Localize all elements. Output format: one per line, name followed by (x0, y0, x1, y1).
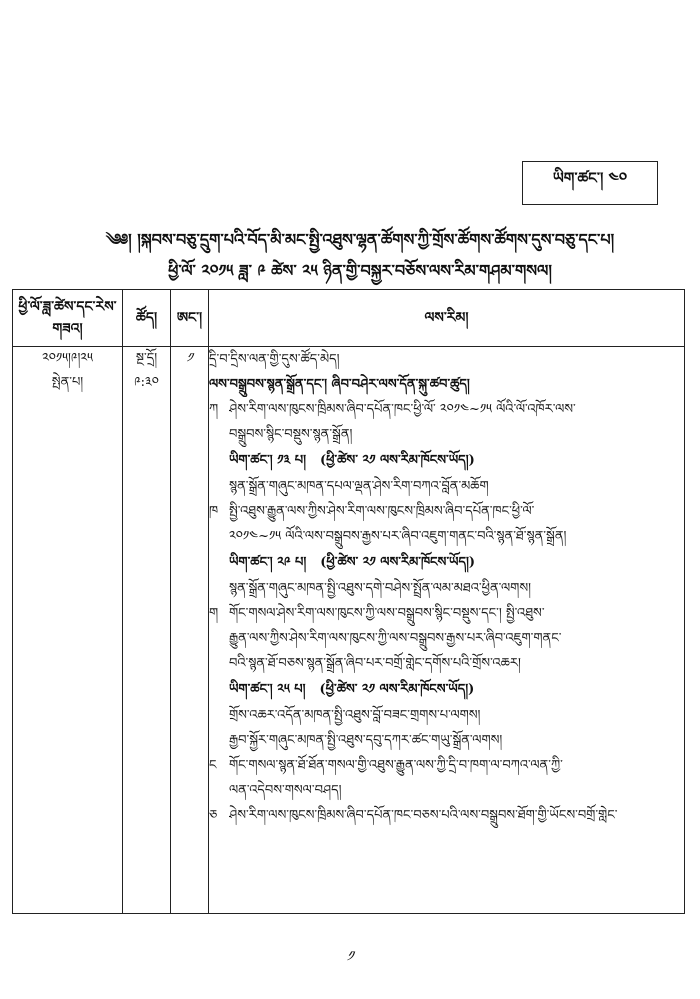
item-marker: ཅ (209, 808, 218, 823)
item-reference-note: (ཕྱི་ཚེས་ ༢༡ ལས་རིམ་ཁོངས་ཡོད།) (320, 555, 476, 570)
table-row (13, 347, 685, 914)
document-reference-number: ཡིག་ཚང་། ༤༠ (552, 169, 628, 187)
item-marker: ཁ (209, 504, 219, 519)
item-presenter-line: རྒྱབ་སྐྱོར་གཞུང་མཁན་སྤྱི་འཐུས་དབུ་དཀར་ཚང་གཡུ་སྒྲོན་ལགས། (229, 733, 503, 748)
item-text-line: གོང་གསལ་སྙན་ཐོ་ཐོན་གསལ་གྱི་འཐུས་རྒྱུན་ལས་ཀྱི་དྲི་བ་ཁག་ལ་བཀའ་ལན་ཀྱི་ (229, 758, 563, 773)
list-item (209, 499, 684, 601)
item-marker: ག (209, 606, 219, 621)
row-section-title: ལས་བསྒྲུབས་སྙན་སྒྲོན་དང་། ཞིབ་བཤེར་ལས་དོན་སྐུ་ཚབ་ཚུད། (209, 377, 470, 392)
item-text-line: བའི་སྙན་ཐོ་བཅས་སྙན་སྒྲོན་ཞིབ་པར་བགྲོ་གླེང་དགོས་པའི་གྲོས་འཆར། (229, 656, 521, 671)
item-text-line: བསྒྲུབས་སྙིང་བསྡུས་སྙན་སྒྲོན། (229, 427, 353, 442)
row-content-cell (209, 347, 685, 914)
item-presenter-line: སྙན་སྒྲོན་གཞུང་མཁན་སྤྱི་འཐུས་དགེ་བཤེས་སྤྲོན་ལམ་མཐའ་ཕྱིན་ལགས། (229, 581, 531, 596)
item-reference-note: (ཕྱི་ཚེས་ ༢༡ ལས་རིམ་ཁོངས་ཡོད།) (319, 453, 475, 468)
header-date: ཕྱི་ལོ་ཟླ་ཚེས་དང་རེས་གཟའ། (13, 290, 123, 347)
item-reference (209, 447, 684, 474)
item-text-line: ༢༠༡༤~༡༥ ལོའི་ལས་བསྒྲུབས་རྒྱས་པར་ཞིབ་འཇུག་གནང་བའི་སྙན་ཐོ་སྙན་སྒྲོན། (229, 529, 567, 544)
document-title: ༄༅། །སྐབས་བཅུ་དྲུག་པའི་བོད་མི་མང་སྤྱི་འཐུས་ལྷན་ཚོགས་ཀྱི་གྲོས་ཚོགས་ཚོགས་དུས་བཅུ་དང་པ། (105, 230, 615, 249)
document-subtitle: ཕྱི་ལོ་ ༢༠༡༥ ཟླ་ ༩ ཚེས་ ༢༥ ཉིན་གྱི་བསྐྱར་བཅོས་ལས་རིམ་གཤམ་གསལ། (168, 261, 552, 280)
row-time-label: སྔ་དྲོ། (135, 351, 158, 366)
agenda-items (209, 397, 684, 828)
item-text-line: རྒྱུན་ལས་ཀྱིས་ཤེས་རིག་ལས་ཁུངས་ཀྱི་ལས་བསྒྲུབས་རྒྱས་པར་ཞིབ་འཇུག་གནང་ (229, 631, 562, 646)
list-item (209, 803, 684, 828)
agenda-table (12, 289, 685, 914)
header-number: ཨང་། (171, 290, 209, 347)
list-item (209, 397, 684, 499)
item-reference-label: ཡིག་ཚང་། ༢༩ པ། (229, 555, 307, 570)
item-reference (209, 549, 684, 576)
row-number: ༡ (186, 351, 193, 366)
item-marker: ང (209, 758, 217, 773)
item-marker: ཀ (209, 402, 219, 417)
item-text-line: ཤེས་རིག་ལས་ཁུངས་ཁྲིམས་ཞིབ་དཔོན་ཁང་བཅས་པའི་ལས་བསྒྲུབས་ཐོག་གྱི་ཡོངས་བགྲོ་གླེང་ (229, 808, 618, 823)
list-item (209, 753, 684, 803)
agenda-table-header-row (13, 290, 685, 347)
header-content: ལས་རིམ། (209, 290, 685, 347)
item-text-line: སྤྱི་འཐུས་རྒྱུན་ལས་ཀྱིས་ཤེས་རིག་ལས་ཁུངས་ཁྲིམས་ཞིབ་དཔོན་ཁང་ཕྱི་ལོ་ (229, 504, 535, 519)
item-text-line: གོང་གསལ་ཤེས་རིག་ལས་ཁུངས་ཀྱི་ལས་བསྒྲུབས་སྙིང་བསྡུས་དང་། སྤྱི་འཐུས་ (229, 606, 545, 621)
row-time-value: ༩:༣༠ (134, 375, 159, 390)
row-number-cell (171, 347, 209, 914)
item-reference-label: ཡིག་ཚང་། ༡༣ པ། (229, 453, 306, 468)
item-text-line: ལན་འདེབས་གསལ་བཤད། (229, 783, 342, 798)
row-date: ༢༠༡༥།༩།༢༥ (42, 351, 93, 366)
row-intro: དྲི་བ་དྲིས་ལན་གྱི་དུས་ཚོད་མེད། (209, 352, 340, 367)
item-reference (209, 676, 684, 703)
item-presenter-line: གྲོས་འཆར་འདོན་མཁན་སྤྱི་འཐུས་བློ་བཟང་གྲགས་པ་ལགས། (229, 708, 481, 723)
document-reference-box (522, 161, 658, 205)
page-number: ༡ (346, 949, 354, 965)
row-time-cell (123, 347, 171, 914)
item-reference-note: (ཕྱི་ཚེས་ ༢༡ ལས་རིམ་ཁོངས་ཡོད།) (319, 682, 475, 697)
item-text-line: ཤེས་རིག་ལས་ཁུངས་ཁྲིམས་ཞིབ་དཔོན་ཁང་ཕྱི་ལོ་ ༢༠༡༤~༡༥ ལོའི་ལོ་འཁོར་ལས་ (229, 402, 576, 417)
row-date-cell (13, 347, 123, 914)
list-item (209, 601, 684, 753)
item-presenter-line: སྙན་སྒྲོན་གཞུང་མཁན་དཔལ་ལྡན་ཤེས་རིག་བཀའ་བློན་མཆོག (229, 479, 489, 494)
row-day: སྤེན་པ། (51, 375, 84, 390)
item-reference-label: ཡིག་ཚང་། ༢༥ པ། (229, 682, 306, 697)
header-time: ཚོད། (123, 290, 171, 347)
